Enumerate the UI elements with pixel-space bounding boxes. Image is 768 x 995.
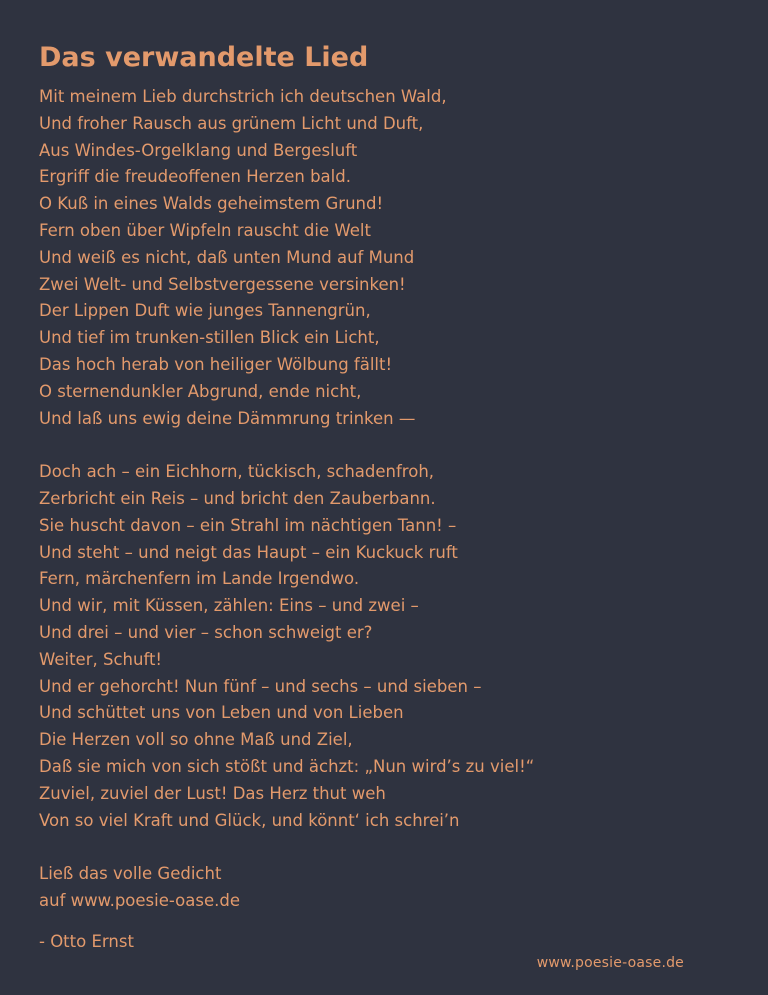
poem-line: O Kuß in eines Walds geheimstem Grund! [39,194,384,214]
poem-line: Mit meinem Lieb durchstrich ich deutschen Wald, [39,87,447,106]
poem-line: Von so viel Kraft und Glück, und könnt‘ ich schrei’n [39,810,460,830]
poem-line: Die Herzen voll so ohne Maß und Ziel, [39,730,353,750]
stanza-2 [39,459,739,834]
footer-website-link[interactable]: www.poesie-oase.de [536,955,684,971]
poem-line: Und er gehorcht! Nun fünf – und sechs – und sieben – [39,676,482,696]
poem-title: Das verwandelte Lied [39,42,369,73]
poem-line: Und drei – und vier – schon schweigt er? [39,622,373,642]
poem-line: Und tief im trunken-stillen Blick ein Licht, [39,328,380,348]
full-poem-note [39,861,739,915]
poem-line: Und laß uns ewig deine Dämmrung trinken — [39,408,416,428]
poem-page [39,40,739,956]
poem-line: Fern oben über Wipfeln rauscht die Welt [39,220,371,240]
poem-line: Und weiß es nicht, daß unten Mund auf Mund [39,247,415,267]
poem-line: Und schüttet uns von Leben und von Lieben [39,703,404,723]
poem-line: Fern, märchenfern im Lande Irgendwo. [39,569,360,589]
poem-line: Zwei Welt- und Selbstvergessene versinken! [39,274,406,294]
note-line: auf www.poesie-oase.de [39,890,240,910]
poem-line: Und froher Rausch aus grünem Licht und Duft, [39,113,424,133]
poem-line: Das hoch herab von heiliger Wölbung fällt! [39,354,393,374]
poem-line: Der Lippen Duft wie junges Tannengrün, [39,301,371,321]
poem-line: Sie huscht davon – ein Strahl im nächtigen Tann! – [39,515,457,535]
stanza-gap [39,432,739,459]
poem-line: Zuviel, zuviel der Lust! Das Herz thut weh [39,783,386,803]
poem-author: - Otto Ernst [39,931,134,951]
note-line: Ließ das volle Gedicht [39,864,222,884]
poem-line: Doch ach – ein Eichhorn, tückisch, schadenfroh, [39,462,435,482]
poem-line: Und steht – und neigt das Haupt – ein Kuckuck ruft [39,542,458,562]
poem-line: Weiter, Schuft! [39,649,163,669]
poem-line: Und wir, mit Küssen, zählen: Eins – und zwei – [39,596,419,616]
poem-line: Ergriff die freudeoffenen Herzen bald. [39,167,351,187]
poem-line: Daß sie mich von sich stößt und ächzt: „Nun wird’s zu viel!“ [39,756,535,776]
poem-line: Aus Windes-Orgelklang und Bergesluft [39,140,358,160]
stanza-1 [39,84,739,432]
poem-line: Zerbricht ein Reis – und bricht den Zauberbann. [39,488,436,508]
poem-line: O sternendunkler Abgrund, ende nicht, [39,381,362,401]
